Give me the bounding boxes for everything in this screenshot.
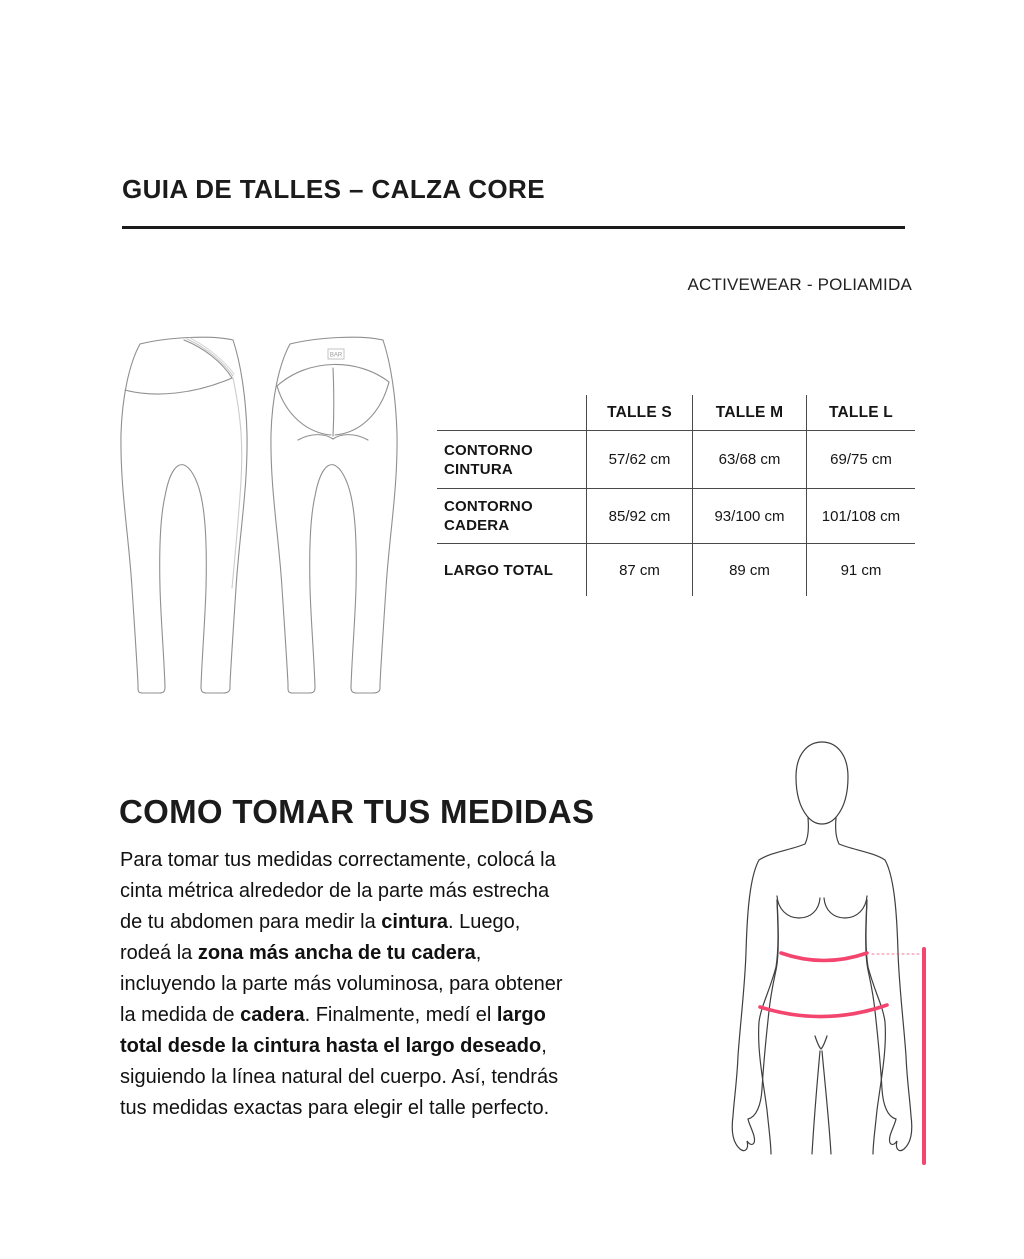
instructions-line (120, 907, 720, 938)
head-outline (796, 742, 848, 824)
paragraph-segment: . Luego, (447, 911, 521, 933)
page-title: GUIA DE TALLES – CALZA CORE (122, 174, 545, 204)
value-cintura-l: 69/75 cm (807, 430, 915, 488)
paragraph-segment: rodeá la (120, 942, 198, 964)
col-header-talle-m: TALLE M (693, 395, 807, 430)
inner-left-leg (812, 1051, 820, 1154)
instructions-line (120, 1062, 720, 1093)
row-label-largo-total: LARGO TOTAL (437, 543, 587, 596)
leggings-back-view (271, 337, 397, 693)
leggings-front-view (121, 337, 247, 693)
bust-right-curve (824, 896, 867, 918)
inner-right-leg (822, 1051, 831, 1154)
paragraph-segment: la medida de (120, 1004, 241, 1026)
leggings-front-outline (121, 337, 247, 693)
value-largo-s: 87 cm (587, 543, 693, 596)
paragraph-segment-bold: total desde la cintura hasta el largo deseado (120, 1035, 542, 1057)
paragraph-segment: Para tomar tus medidas correctamente, colocá la (120, 849, 556, 871)
value-largo-m: 89 cm (693, 543, 807, 596)
col-header-talle-s: TALLE S (587, 395, 693, 430)
instructions-line (120, 876, 720, 907)
paragraph-segment-bold: zona más ancha de tu cadera (197, 942, 476, 964)
measuring-instructions (120, 845, 720, 1124)
paragraph-segment: de tu abdomen para medir la (120, 911, 382, 933)
instructions-line (120, 1031, 720, 1062)
body-measurement-figure (718, 734, 946, 1174)
paragraph-segment-bold: cintura (381, 911, 448, 933)
instructions-line (120, 845, 720, 876)
paragraph-segment: . Finalmente, medí el (304, 1004, 497, 1026)
row-label-contorno-cintura: CONTORNO CINTURA (437, 430, 587, 488)
bust-left-curve (777, 896, 820, 918)
section-heading: COMO TOMAR TUS MEDIDAS (119, 793, 595, 830)
hip-measure-line (760, 1005, 887, 1017)
paragraph-segment: cinta métrica alrededor de la parte más estrecha (120, 880, 550, 902)
col-header-talle-l: TALLE L (829, 403, 893, 421)
torso-right-outline (866, 900, 885, 1154)
material-label: ACTIVEWEAR - POLIAMIDA (687, 275, 912, 294)
instructions-line (120, 1000, 720, 1031)
paragraph-segment: incluyendo la parte más voluminosa, para obtener (120, 973, 563, 995)
value-cintura-m: 63/68 cm (693, 430, 807, 488)
value-cintura-s: 57/62 cm (587, 430, 693, 488)
value-cadera-l: 101/108 cm (807, 488, 915, 543)
female-body-outline (732, 742, 911, 1154)
value-cadera-m: 93/100 cm (693, 488, 807, 543)
paragraph-segment: siguiendo la línea natural del cuerpo. Así, tendrás (120, 1066, 559, 1088)
paragraph-segment: tus medidas exactas para elegir el talle perfecto. (120, 1097, 550, 1119)
paragraph-segment-bold: cadera (240, 1004, 305, 1026)
row-label-contorno-cadera: CONTORNO CADERA (437, 488, 587, 543)
instructions-line (120, 969, 720, 1000)
instructions-line (120, 938, 720, 969)
leggings-illustration (106, 328, 451, 703)
paragraph-segment: , (541, 1035, 547, 1057)
paragraph-segment-bold: largo (496, 1004, 546, 1026)
table-corner-cell (437, 395, 587, 430)
size-table (437, 395, 915, 596)
brand-tag-label: BAR (329, 352, 343, 359)
title-underline (122, 226, 905, 229)
paragraph-segment: , (475, 942, 482, 964)
instructions-line (120, 1093, 720, 1124)
waist-measure-line (781, 953, 867, 961)
value-largo-l: 91 cm (807, 543, 915, 596)
value-cadera-s: 85/92 cm (587, 488, 693, 543)
crotch-curve (815, 1036, 827, 1049)
torso-left-outline (759, 900, 778, 1154)
